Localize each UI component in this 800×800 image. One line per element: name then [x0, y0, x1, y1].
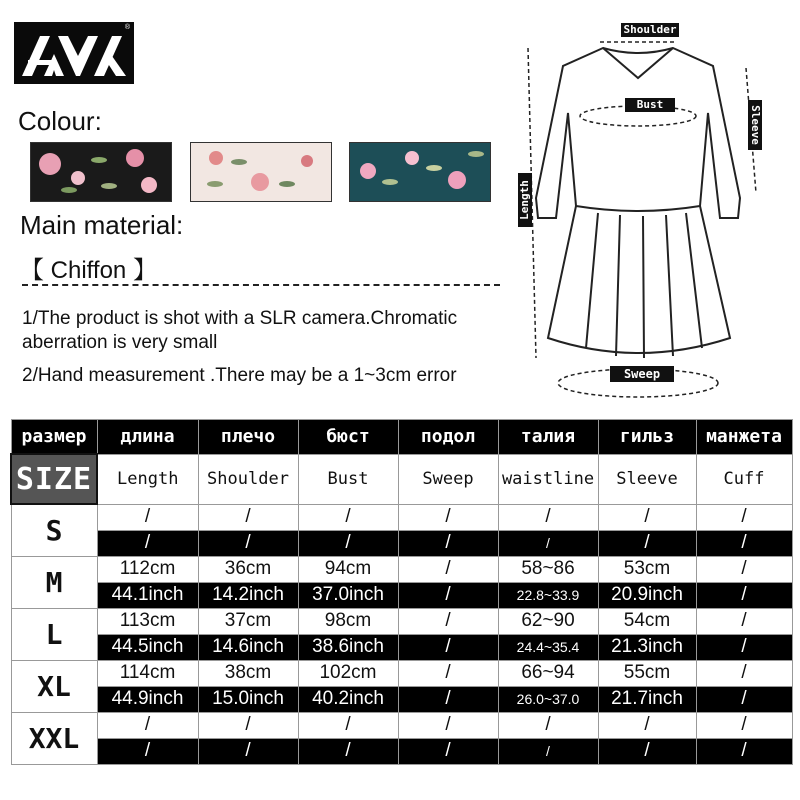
cell-inch: /	[398, 530, 498, 556]
cell-inch: /	[298, 738, 398, 764]
cell-inch: /	[398, 634, 498, 660]
cell-inch: /	[198, 738, 298, 764]
header-ru-shoulder: плечо	[198, 420, 298, 455]
header-en-size: SIZE	[11, 454, 97, 504]
cell-cm: /	[696, 556, 792, 582]
size-chart	[10, 419, 793, 765]
size-row-xl-cm	[11, 660, 792, 686]
size-row-m-inch	[11, 582, 792, 608]
cell-inch: /	[498, 530, 598, 556]
cell-inch: 44.1inch	[97, 582, 198, 608]
cell-inch: 22.8~33.9	[498, 582, 598, 608]
cell-inch: 24.4~35.4	[498, 634, 598, 660]
size-label-l: L	[11, 608, 97, 660]
cell-cm: 38cm	[198, 660, 298, 686]
cell-cm: /	[696, 712, 792, 738]
material-value: 【 Chiffon 】	[20, 257, 157, 284]
cell-cm: /	[696, 660, 792, 686]
cell-inch: /	[298, 530, 398, 556]
material-label: Main material:	[20, 210, 184, 240]
size-label-s: S	[11, 504, 97, 556]
cell-cm: 98cm	[298, 608, 398, 634]
cell-inch: 14.6inch	[198, 634, 298, 660]
cell-cm: /	[198, 504, 298, 530]
header-ru-sweep: подол	[398, 420, 498, 455]
size-row-l-inch	[11, 634, 792, 660]
colour-label: Colour:	[18, 106, 102, 136]
cell-cm: /	[398, 504, 498, 530]
cell-inch: 44.5inch	[97, 634, 198, 660]
cell-inch: /	[398, 686, 498, 712]
cell-cm: /	[498, 712, 598, 738]
header-row-russian	[11, 420, 792, 455]
cell-cm: 36cm	[198, 556, 298, 582]
header-ru-size: размер	[11, 420, 97, 455]
cell-cm: /	[696, 608, 792, 634]
cell-inch: 14.2inch	[198, 582, 298, 608]
cell-inch: /	[696, 634, 792, 660]
cell-inch: 21.3inch	[598, 634, 696, 660]
cell-inch: /	[598, 738, 696, 764]
size-row-xxl-cm	[11, 712, 792, 738]
cell-cm: /	[398, 556, 498, 582]
size-row-s-cm	[11, 504, 792, 530]
diagram-bust-label: Bust	[625, 98, 675, 112]
cell-inch: /	[696, 582, 792, 608]
cell-inch: /	[696, 686, 792, 712]
cell-cm: 94cm	[298, 556, 398, 582]
note-camera: 1/The product is shot with a SLR camera.Chromatic aberration is very small	[22, 308, 458, 353]
dress-diagram	[508, 18, 778, 423]
header-en-sweep: Sweep	[398, 454, 498, 504]
header-row-english	[11, 454, 792, 504]
diagram-sweep-label: Sweep	[610, 366, 674, 382]
divider	[22, 284, 500, 286]
cell-inch: 44.9inch	[97, 686, 198, 712]
cell-cm: 114cm	[97, 660, 198, 686]
cell-inch: 37.0inch	[298, 582, 398, 608]
header-ru-waist: талия	[498, 420, 598, 455]
cell-inch: /	[696, 738, 792, 764]
cell-cm: /	[598, 712, 696, 738]
cell-cm: 54cm	[598, 608, 696, 634]
note-measurement: 2/Hand measurement .There may be a 1~3cm error	[22, 365, 457, 386]
cell-inch: /	[598, 530, 696, 556]
cell-cm: 112cm	[97, 556, 198, 582]
dress-outline-icon	[508, 18, 778, 418]
diagram-length-label: Length	[518, 173, 532, 227]
cell-inch: /	[696, 530, 792, 556]
cell-cm: /	[696, 504, 792, 530]
colour-swatch-black[interactable]	[30, 142, 172, 202]
header-ru-cuff: манжета	[696, 420, 792, 455]
brand-logo	[14, 22, 134, 84]
cell-cm: 66~94	[498, 660, 598, 686]
cell-cm: 113cm	[97, 608, 198, 634]
cell-inch: /	[97, 738, 198, 764]
size-row-l-cm	[11, 608, 792, 634]
header-en-sleeve: Sleeve	[598, 454, 696, 504]
colour-swatch-white[interactable]	[190, 142, 332, 202]
size-label-m: M	[11, 556, 97, 608]
cell-inch: /	[97, 530, 198, 556]
colour-swatch-teal[interactable]	[349, 142, 491, 202]
header-en-length: Length	[97, 454, 198, 504]
cell-cm: 37cm	[198, 608, 298, 634]
size-row-s-inch	[11, 530, 792, 556]
cell-cm: /	[97, 712, 198, 738]
size-row-m-cm	[11, 556, 792, 582]
cell-cm: /	[298, 712, 398, 738]
header-ru-sleeve: гильз	[598, 420, 696, 455]
cell-cm: /	[97, 504, 198, 530]
size-row-xxl-inch	[11, 738, 792, 764]
cell-inch: 40.2inch	[298, 686, 398, 712]
cell-cm: 58~86	[498, 556, 598, 582]
size-row-xl-inch	[11, 686, 792, 712]
cell-cm: /	[198, 712, 298, 738]
cell-cm: /	[598, 504, 696, 530]
cell-cm: /	[498, 504, 598, 530]
cell-inch: 26.0~37.0	[498, 686, 598, 712]
diagram-shoulder-label: Shoulder	[621, 23, 679, 37]
cell-inch: 15.0inch	[198, 686, 298, 712]
header-ru-length: длина	[97, 420, 198, 455]
registered-mark: ®	[124, 24, 130, 31]
cell-cm: 62~90	[498, 608, 598, 634]
cell-inch: /	[198, 530, 298, 556]
cell-cm: /	[398, 712, 498, 738]
size-rows	[11, 504, 792, 764]
cell-inch: 20.9inch	[598, 582, 696, 608]
cell-inch: /	[398, 738, 498, 764]
cell-inch: 38.6inch	[298, 634, 398, 660]
cell-cm: /	[398, 608, 498, 634]
header-en-bust: Bust	[298, 454, 398, 504]
size-label-xxl: XXL	[11, 712, 97, 764]
cell-cm: 53cm	[598, 556, 696, 582]
header-en-shoulder: Shoulder	[198, 454, 298, 504]
header-ru-bust: бюст	[298, 420, 398, 455]
cell-inch: 21.7inch	[598, 686, 696, 712]
size-label-xl: XL	[11, 660, 97, 712]
cell-cm: 55cm	[598, 660, 696, 686]
cell-cm: 102cm	[298, 660, 398, 686]
cell-cm: /	[398, 660, 498, 686]
diagram-sleeve-label: Sleeve	[748, 100, 762, 150]
header-en-cuff: Cuff	[696, 454, 792, 504]
cell-cm: /	[298, 504, 398, 530]
cell-inch: /	[398, 582, 498, 608]
amr-logo-icon	[14, 22, 134, 84]
header-en-waistline: waistline	[498, 454, 598, 504]
cell-inch: /	[498, 738, 598, 764]
